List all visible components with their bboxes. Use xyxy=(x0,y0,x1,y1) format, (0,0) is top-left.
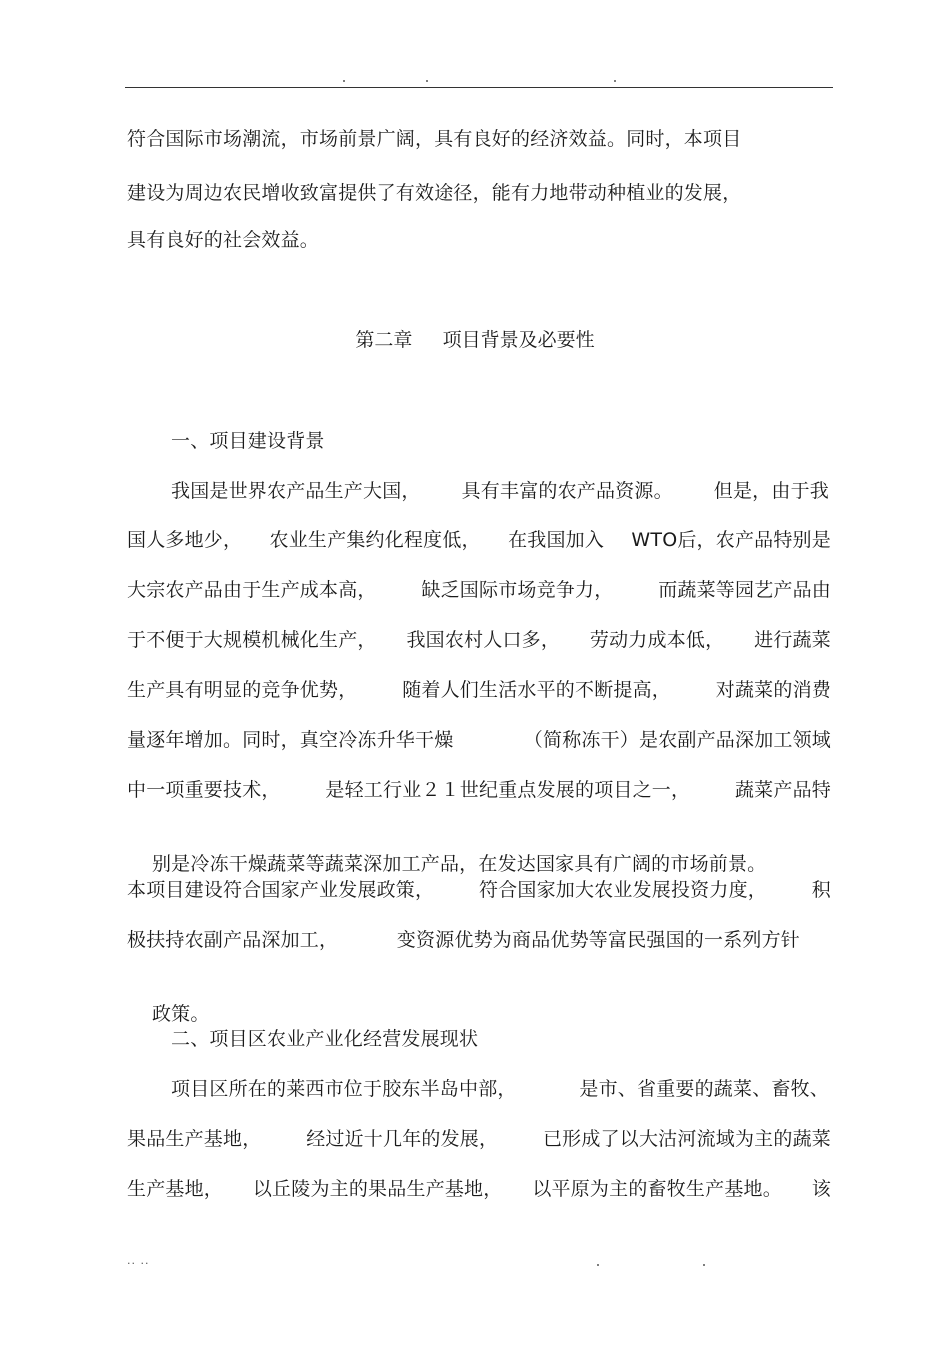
text-line: 符合国际市场潮流，市场前景广阔，具有良好的经济效益。同时，本项目 xyxy=(127,128,742,150)
paragraph-line: 我国是世界农产品生产大国， 具有丰富的农产品资源。 但是，由于我 xyxy=(171,480,829,502)
section-heading: 一、项目建设背景 xyxy=(171,430,325,452)
header-dot xyxy=(426,80,428,82)
footer-dot xyxy=(703,1264,705,1266)
footer-dot xyxy=(597,1264,599,1266)
paragraph-line: 别是冷冻干燥蔬菜等蔬菜深加工产品，在发达国家具有广阔的市场前景。 xyxy=(151,853,767,875)
chapter-number: 第二章 xyxy=(355,329,413,351)
text-line: 具有良好的社会效益。 xyxy=(127,229,320,251)
paragraph-line: 大宗农产品由于生产成本高， 缺乏国际市场竞争力， 而蔬菜等园艺产品由 xyxy=(127,579,831,601)
paragraph-line: 果品生产基地， 经过近十几年的发展， 已形成了以大沽河流域为主的蔬菜 xyxy=(127,1128,831,1150)
paragraph-line: 中一项重要技术， 是轻工行业２１世纪重点发展的项目之一， 蔬菜产品特 xyxy=(127,779,831,801)
section-heading: 二、项目区农业产业化经营发展现状 xyxy=(171,1028,479,1050)
header-dot xyxy=(343,80,345,82)
paragraph-line: 项目区所在的莱西市位于胶东半岛中部， 是市、省重要的蔬菜、畜牧、 xyxy=(171,1078,829,1100)
header-dot xyxy=(614,80,616,82)
paragraph-line: 生产基地， 以丘陵为主的果品生产基地， 以平原为主的畜牧生产基地。 该 xyxy=(127,1178,831,1200)
paragraph-line: 国人多地少， 农业生产集约化程度低， 在我国加入 WTO后，农产品特别是 xyxy=(127,529,831,551)
paragraph-line: 本项目建设符合国家产业发展政策， 符合国家加大农业发展投资力度， 积 xyxy=(127,879,831,901)
header-rule xyxy=(125,87,833,88)
chapter-name: 项目背景及必要性 xyxy=(442,329,595,351)
paragraph-line: 生产具有明显的竞争优势， 随着人们生活水平的不断提高， 对蔬菜的消费 xyxy=(127,679,831,701)
footer-left-mark: .. .. xyxy=(127,1254,150,1267)
paragraph-line: 于不便于大规模机械化生产， 我国农村人口多， 劳动力成本低， 进行蔬菜 xyxy=(127,629,831,651)
paragraph-line: 量逐年增加。同时，真空冷冻升华干燥 （简称冻干）是农副产品深加工领域 xyxy=(127,729,831,751)
chapter-title xyxy=(0,328,950,352)
text-line: 建设为周边农民增收致富提供了有效途径，能有力地带动种植业的发展， xyxy=(127,182,742,204)
paragraph-line: 极扶持农副产品深加工， 变资源优势为商品优势等富民强国的一系列方针 xyxy=(127,929,800,951)
paragraph-line: 政策。 xyxy=(151,1003,210,1025)
